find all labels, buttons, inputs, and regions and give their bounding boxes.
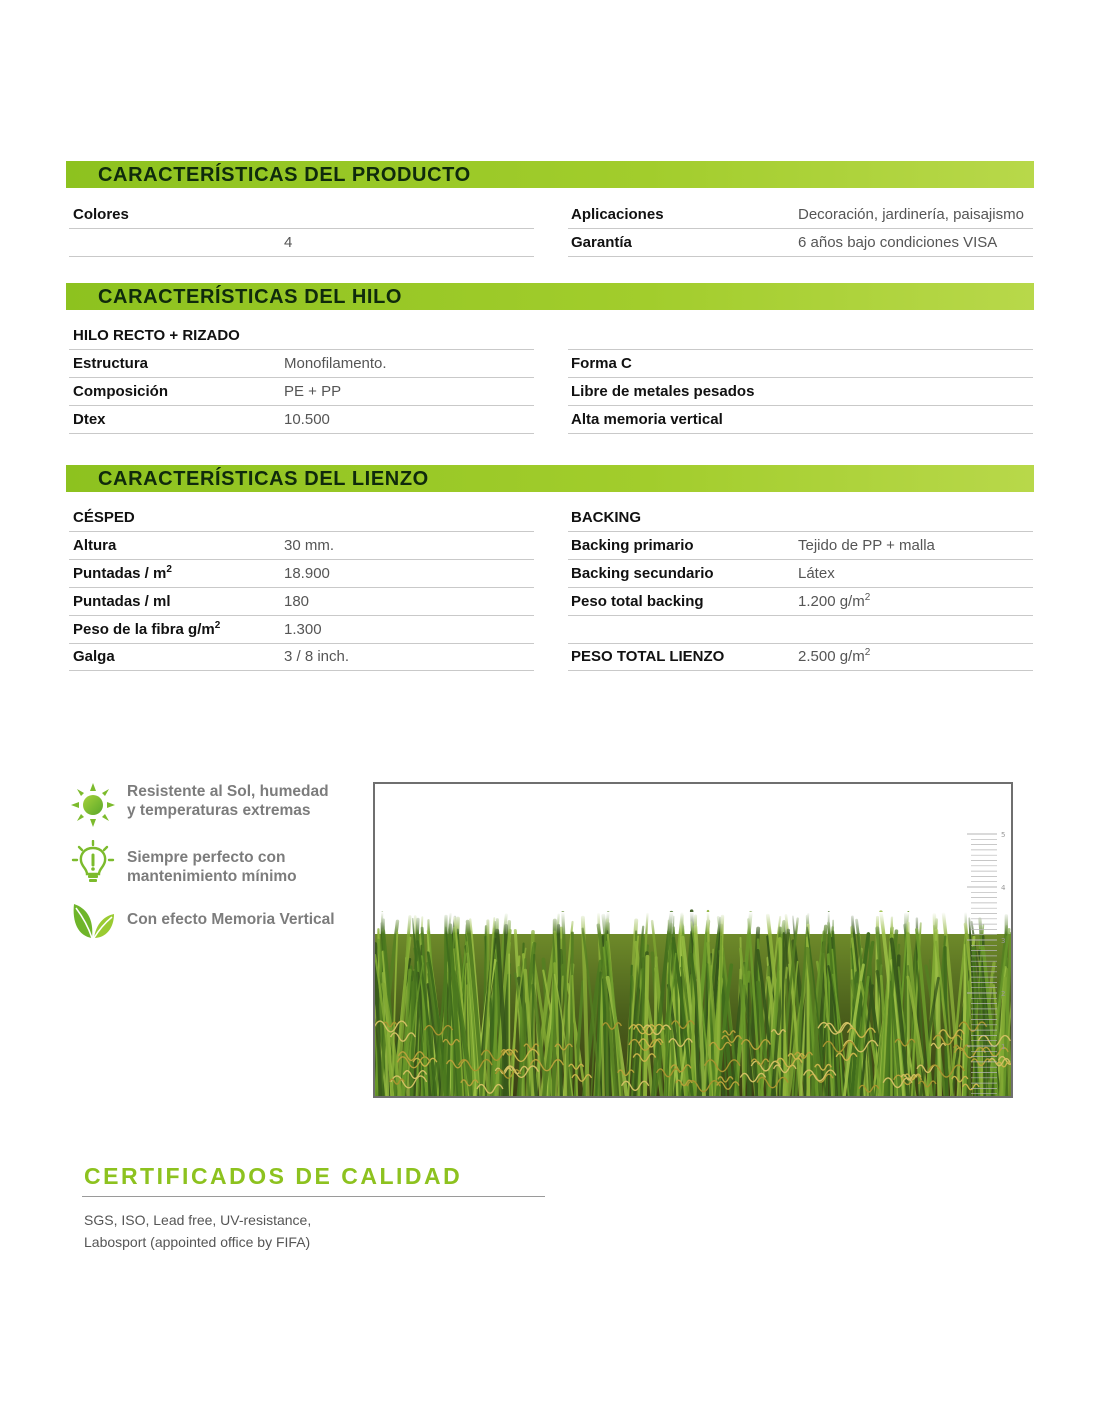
row-hilo-right-blank	[568, 322, 1033, 350]
dtex-label: Dtex	[73, 411, 106, 428]
metales-label: Libre de metales pesados	[571, 383, 755, 400]
peso-backing-label: Peso total backing	[571, 593, 704, 610]
altura-label: Altura	[73, 537, 117, 554]
peso-lienzo-label: PESO TOTAL LIENZO	[571, 648, 725, 665]
backing-primario-value: Tejido de PP + malla	[798, 537, 935, 554]
section-title-producto: CARACTERÍSTICAS DEL PRODUCTO	[98, 164, 471, 186]
garantia-value: 6 años bajo condiciones VISA	[798, 234, 998, 251]
feature-sun-line1: Resistente al Sol, humedad	[127, 783, 329, 800]
row-colores-value	[69, 229, 534, 257]
row-puntadas-ml	[69, 588, 534, 616]
dtex-value: 10.500	[284, 411, 330, 428]
leaf-icon	[70, 898, 116, 944]
row-estructura	[69, 350, 534, 378]
row-lienzo-blank	[568, 616, 1033, 644]
row-composicion	[69, 378, 534, 406]
row-puntadas-m2	[69, 560, 534, 588]
certificados-divider	[82, 1196, 545, 1197]
certificados-text	[84, 1209, 484, 1253]
ruler-label: 4	[1001, 884, 1006, 892]
puntadas-m2-label: Puntadas / $m^2$	[73, 564, 172, 582]
backing-secundario-value: Látex	[798, 565, 835, 582]
backing-primario-label: Backing primario	[571, 537, 694, 554]
row-backing-title	[568, 504, 1033, 532]
row-peso-backing	[568, 588, 1033, 616]
galga-label: Galga	[73, 648, 115, 665]
feature-sun-line2: y temperaturas extremas	[127, 802, 311, 819]
row-cesped-title	[69, 504, 534, 532]
altura-value: 30 mm.	[284, 537, 335, 554]
galga-value: 3 / 8 inch.	[284, 648, 350, 665]
section-band-hilo	[66, 283, 1034, 310]
hilo-subtitle: HILO RECTO + RIZADO	[73, 327, 240, 344]
section-band-lienzo	[66, 465, 1034, 492]
peso-fibra-value: 1.300	[284, 621, 322, 638]
row-hilo-subtitle	[69, 322, 534, 350]
certificados-line1: SGS, ISO, Lead free, UV-resistance,	[84, 1212, 312, 1228]
ruler-label: 3	[1001, 937, 1006, 945]
row-garantia	[568, 229, 1033, 257]
row-memoria	[568, 406, 1033, 434]
grass-illustration	[375, 784, 1011, 1096]
row-peso-lienzo	[568, 643, 1033, 671]
row-colores	[69, 201, 534, 229]
aplicaciones-label: Aplicaciones	[571, 206, 664, 223]
section-title-lienzo: CARACTERÍSTICAS DEL LIENZO	[98, 468, 429, 490]
certificados-title: CERTIFICADOS DE CALIDAD	[84, 1163, 463, 1189]
row-altura	[69, 532, 534, 560]
garantia-label: Garantía	[571, 234, 632, 251]
aplicaciones-value: Decoración, jardinería, paisajismo	[798, 206, 1024, 223]
colores-value: 4	[284, 234, 293, 251]
peso-backing-value: 1.200 $g/m^2$	[798, 592, 871, 610]
feature-bulb-line1: Siempre perfecto con	[127, 849, 286, 866]
peso-fibra-label: Peso de la fibra $g/m^2$	[73, 620, 221, 638]
section-band-producto	[66, 161, 1034, 188]
sun-icon	[70, 782, 116, 828]
backing-secundario-label: Backing secundario	[571, 565, 714, 582]
lightbulb-icon	[70, 840, 116, 886]
row-backing-secundario	[568, 560, 1033, 588]
estructura-value: Monofilamento.	[284, 355, 387, 372]
row-metales	[568, 378, 1033, 406]
ruler-label: 1	[1001, 1043, 1006, 1051]
puntadas-m2-value: 18.900	[284, 565, 330, 582]
row-peso-fibra	[69, 616, 534, 644]
row-backing-primario	[568, 532, 1033, 560]
puntadas-ml-label: Puntadas / ml	[73, 593, 171, 610]
row-aplicaciones	[568, 201, 1033, 229]
feature-bulb-line2: mantenimiento mínimo	[127, 868, 297, 885]
composicion-label: Composición	[73, 383, 169, 400]
estructura-label: Estructura	[73, 355, 149, 372]
puntadas-ml-value: 180	[284, 593, 310, 610]
row-forma-c	[568, 350, 1033, 378]
backing-title: BACKING	[571, 509, 641, 526]
forma-c-label: Forma C	[571, 355, 632, 372]
section-title-hilo: CARACTERÍSTICAS DEL HILO	[98, 286, 403, 308]
peso-lienzo-value: 2.500 $g/m^2$	[798, 647, 871, 665]
ruler-label: 2	[1001, 990, 1006, 998]
row-dtex	[69, 406, 534, 434]
certificados-line2: Labosport (appointed office by FIFA)	[84, 1234, 311, 1250]
grass-sample-photo	[373, 782, 1013, 1098]
colores-label: Colores	[73, 206, 129, 223]
composicion-value: PE + PP	[284, 383, 342, 400]
feature-leaf-line1: Con efecto Memoria Vertical	[127, 911, 335, 928]
ruler-label: 5	[1001, 831, 1006, 839]
memoria-label: Alta memoria vertical	[571, 411, 723, 428]
cesped-title: CÉSPED	[73, 509, 135, 526]
row-galga	[69, 643, 534, 671]
